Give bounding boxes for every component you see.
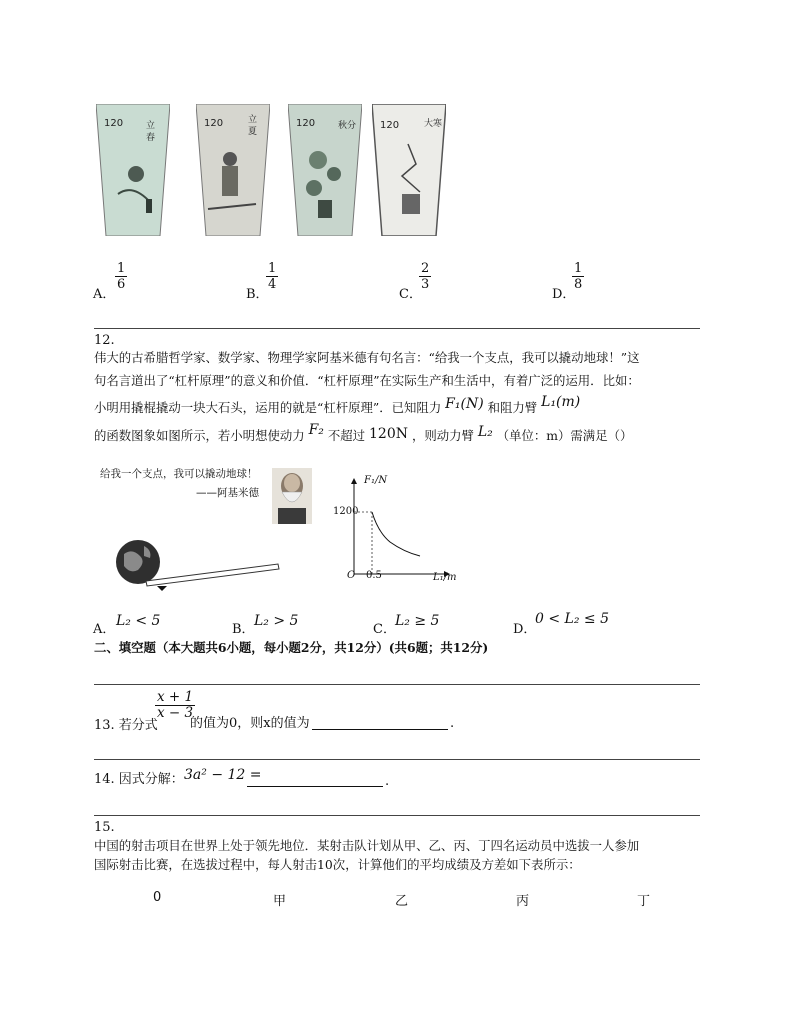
- divider: [94, 759, 700, 760]
- q12-line-4-b: 不超过: [327, 428, 366, 443]
- q11-option-c-numerator: 2: [421, 261, 430, 276]
- svg-text:夏: 夏: [248, 127, 258, 137]
- q11-option-b-denominator: 4: [268, 277, 277, 292]
- stamp-4-graphic: [372, 104, 446, 236]
- q12-line-4-d: （单位：m）需满足（）: [496, 428, 633, 443]
- stamp-image-2: [196, 104, 270, 236]
- graph-x-tick-0.5: 0.5: [366, 570, 382, 581]
- svg-text:大寒: 大寒: [424, 119, 443, 129]
- q12-option-c-letter[interactable]: C．: [373, 622, 396, 637]
- lever-illustration: [110, 536, 286, 592]
- stamp-image-4: [372, 104, 446, 236]
- q15-number: 15.: [94, 820, 115, 835]
- q12-option-d-letter[interactable]: D．: [513, 622, 537, 637]
- graph-origin: O: [347, 570, 356, 581]
- stamp-2-graphic: [196, 104, 270, 236]
- y-axis-arrow-icon: [351, 478, 357, 484]
- divider: [94, 684, 700, 685]
- fulcrum-icon: [157, 586, 167, 591]
- q13-end: .: [450, 716, 455, 731]
- svg-text:120: 120: [104, 118, 124, 129]
- q12-option-d-expr: 0 < L₂ ≤ 5: [535, 611, 609, 627]
- stamp-1-graphic: [96, 104, 170, 236]
- q11-option-a-numerator: 1: [117, 261, 126, 276]
- q13-suffix: 的值为0，则x的值为: [190, 716, 310, 731]
- q14-end: .: [385, 774, 390, 789]
- svg-text:120: 120: [380, 120, 400, 131]
- q12-l1-symbol: L₁(m): [541, 394, 581, 410]
- archimedes-portrait-icon: [272, 468, 312, 524]
- stamp-image-3: [288, 104, 362, 236]
- q11-option-d-fraction: [572, 261, 584, 292]
- q11-option-c-letter[interactable]: C．: [399, 287, 422, 302]
- q12-f1-symbol: F₁(N): [445, 396, 484, 412]
- svg-text:秋分: 秋分: [338, 121, 357, 131]
- q12-line-4-a: 的函数图象如图所示，若小明想使动力: [94, 428, 305, 443]
- q11-option-b-numerator: 1: [268, 261, 277, 276]
- q12-option-c-expr: L₂ ≥ 5: [395, 613, 440, 629]
- q11-option-d-numerator: 1: [574, 261, 583, 276]
- q11-option-b-letter[interactable]: B．: [246, 287, 269, 302]
- q15-table-header-yi: 乙: [395, 894, 409, 909]
- q12-line-3-b: 和阻力臂: [487, 400, 538, 415]
- q15-table-header-ding: 丁: [637, 894, 651, 909]
- svg-text:120: 120: [296, 118, 316, 129]
- q13-prefix: 13. 若分式: [94, 718, 158, 733]
- svg-text:立: 立: [146, 121, 156, 131]
- q12-text-line-4: [94, 422, 633, 444]
- q11-option-a-denominator: 6: [117, 277, 126, 292]
- q15-table-header-jia: 甲: [273, 894, 287, 909]
- q14-answer-blank[interactable]: [247, 786, 383, 787]
- q12-option-a-letter[interactable]: A．: [93, 622, 116, 637]
- graph-y-tick-1200: 1200: [333, 506, 359, 517]
- lever-bar-icon: [146, 564, 279, 586]
- q15-text-line-1: 中国的射击项目在世界上处于领先地位．某射击队计划从甲、乙、丙、丁四名运动员中选拔一人参加: [94, 838, 640, 853]
- svg-text:120: 120: [204, 118, 224, 129]
- inverse-curve: [372, 512, 420, 556]
- q11-option-b-fraction: [266, 261, 278, 292]
- q12-text-line-2: 句名言道出了“杠杆原理”的意义和价值．“杠杆原理”在实际生产和生活中，有着广泛的运用．比如：: [94, 373, 640, 388]
- q12-option-b-letter[interactable]: B．: [232, 622, 255, 637]
- q14-prefix: 14. 因式分解：: [94, 772, 184, 787]
- svg-text:立: 立: [248, 115, 258, 125]
- archimedes-quote: 给我一个支点，我可以撬动地球！: [100, 468, 258, 480]
- q13-numerator: x + 1: [157, 689, 194, 705]
- q12-force-value: 120N: [369, 426, 408, 442]
- q13-answer-blank[interactable]: [312, 729, 448, 730]
- q15-text-line-2: 国际射击比赛，在选拔过程中，每人射击10次，计算他们的平均成绩及方差如下表所示：: [94, 857, 581, 872]
- q11-option-a-letter[interactable]: A．: [93, 287, 116, 302]
- q12-l2-symbol: L₂: [477, 424, 493, 440]
- graph-x-label: L₁/m: [433, 572, 457, 583]
- divider: [94, 328, 700, 329]
- q15-table-header-0: 0: [153, 890, 162, 905]
- q11-option-c-denominator: 3: [421, 277, 430, 292]
- archimedes-attribution: ——阿基米德: [196, 487, 259, 499]
- divider: [94, 815, 700, 816]
- q11-option-c-fraction: [419, 261, 431, 292]
- q12-f2-symbol: F₂: [308, 422, 324, 438]
- q11-option-d-letter[interactable]: D．: [552, 287, 576, 302]
- q12-text-line-3: [94, 394, 581, 416]
- q12-option-b-expr: L₂ > 5: [254, 613, 299, 629]
- q11-option-d-denominator: 8: [574, 277, 583, 292]
- q13-denominator: x − 3: [157, 705, 194, 721]
- section-2-heading: 二、填空题（本大题共6小题，每小题2分，共12分）(共6题；共12分): [94, 640, 489, 655]
- q12-line-4-c: ，则动力臂: [411, 428, 474, 443]
- q12-line-3-a: 小明用撬棍撬动一块大石头，运用的就是“杠杆原理”．已知阻力: [94, 400, 442, 415]
- svg-text:春: 春: [146, 133, 156, 143]
- q12-option-a-expr: L₂ < 5: [116, 613, 161, 629]
- q12-text-line-1: 伟大的古希腊哲学家、数学家、物理学家阿基米德有句名言：“给我一个支点，我可以撬动地球！”这: [94, 350, 640, 365]
- graph-y-label: F₁/N: [364, 475, 388, 486]
- q15-table-header-bing: 丙: [516, 894, 530, 909]
- stamp-3-graphic: [288, 104, 362, 236]
- q11-option-a-fraction: [115, 261, 127, 292]
- stamp-image-1: [96, 104, 170, 236]
- q14-expression: 3a² − 12 =: [184, 767, 262, 783]
- q12-number: 12.: [94, 333, 115, 348]
